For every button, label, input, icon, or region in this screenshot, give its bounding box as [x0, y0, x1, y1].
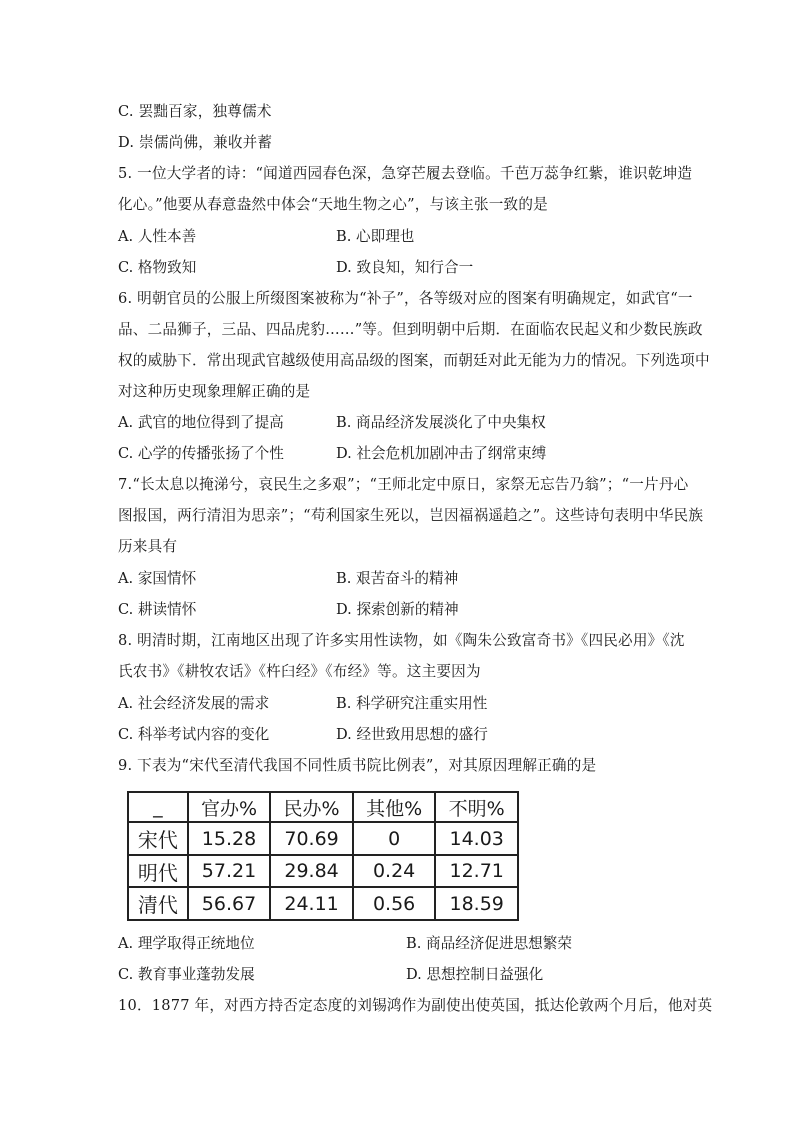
table-cell: 57.21	[188, 855, 271, 888]
table-cell: 70.69	[270, 822, 353, 855]
q9-option-b: B. 商品经济促进思想繁荣	[406, 935, 572, 952]
academy-ratio-table	[127, 791, 519, 921]
table-header-cell: 民办%	[270, 792, 353, 822]
q4-option-c: C. 罢黜百家，独尊儒术	[118, 103, 272, 120]
table-row	[128, 822, 518, 855]
q8-option-a: A. 社会经济发展的需求	[118, 695, 270, 712]
table-corner-cell: _	[128, 792, 188, 822]
table-cell: 18.59	[435, 887, 518, 920]
table-cell: 12.71	[435, 855, 518, 888]
q7-option-a: A. 家国情怀	[118, 570, 197, 587]
table-row-label: 宋代	[128, 822, 188, 855]
q5-stem-line-1: 5. 一位大学者的诗：“闻道西园春色深，急穿芒履去登临。千芭万蕊争红紫，谁识乾坤造	[118, 165, 693, 182]
table-cell: 24.11	[270, 887, 353, 920]
q6-option-b: B. 商品经济发展淡化了中央集权	[336, 414, 546, 431]
q4-option-d: D. 崇儒尚佛，兼收并蓄	[118, 134, 273, 151]
table-row	[128, 887, 518, 920]
table-header-cell: 不明%	[435, 792, 518, 822]
q6-stem-line-3: 权的威胁下．常出现武官越级使用高品级的图案，而朝廷对此无能为力的情况。下列选项中	[118, 352, 710, 369]
table-cell: 15.28	[188, 822, 271, 855]
q6-option-a: A. 武官的地位得到了提高	[118, 414, 284, 431]
table-header-row	[128, 792, 518, 822]
table-cell: 0	[353, 822, 436, 855]
q7-option-c: C. 耕读情怀	[118, 601, 197, 618]
q7-option-d: D. 探索创新的精神	[336, 601, 459, 618]
q7-option-b: B. 艰苦奋斗的精神	[336, 570, 459, 587]
table-cell: 56.67	[188, 887, 271, 920]
q9-stem-line-1: 9. 下表为“宋代至清代我国不同性质书院比例表”，对其原因理解正确的是	[118, 757, 597, 774]
q6-stem-line-1: 6. 明朝官员的公服上所缀图案被称为“补子”，各等级对应的图案有明确规定，如武官“一	[118, 290, 693, 307]
q5-option-b: B. 心即理也	[336, 228, 415, 245]
q5-option-a: A. 人性本善	[118, 228, 197, 245]
q6-stem-line-2: 品、二品狮子，三品、四品虎豹……”等。但到明朝中后期．在面临农民起义和少数民族政	[118, 321, 703, 338]
q5-stem-line-2: 化心。”他要从春意盎然中体会“天地生物之心”，与该主张一致的是	[118, 196, 548, 213]
table-cell: 0.56	[353, 887, 436, 920]
q7-stem-line-1: 7.“长太息以掩涕兮，哀民生之多艰”；“王师北定中原日，家祭无忘告乃翁”；“一片丹心	[118, 476, 689, 493]
q7-stem-line-3: 历来具有	[118, 538, 178, 555]
table-cell: 14.03	[435, 822, 518, 855]
q5-option-c: C. 格物致知	[118, 259, 197, 276]
q8-option-b: B. 科学研究注重实用性	[336, 695, 488, 712]
q8-option-c: C. 科举考试内容的变化	[118, 726, 270, 743]
q9-option-c: C. 教育事业蓬勃发展	[118, 966, 255, 983]
q8-option-d: D. 经世致用思想的盛行	[336, 726, 488, 743]
q8-stem-line-2: 氏农书》《耕牧农话》《杵臼经》《布经》等。这主要因为	[118, 663, 481, 680]
table-header-cell: 其他%	[353, 792, 436, 822]
q9-option-a: A. 理学取得正统地位	[118, 935, 255, 952]
q6-option-d: D. 社会危机加剧冲击了纲常束缚	[336, 445, 547, 462]
table-header-cell: 官办%	[188, 792, 271, 822]
q6-stem-line-4: 对这种历史现象理解正确的是	[118, 383, 311, 400]
q5-option-d: D. 致良知，知行合一	[336, 259, 474, 276]
q7-stem-line-2: 图报国，两行清泪为思亲”；“苟利国家生死以，岂因福祸遥趋之”。这些诗句表明中华民族	[118, 507, 704, 524]
q6-option-c: C. 心学的传播张扬了个性	[118, 445, 284, 462]
q9-option-d: D. 思想控制日益强化	[406, 966, 544, 983]
table-row	[128, 855, 518, 888]
q10-stem-line-1: 10．1877 年，对西方持否定态度的刘锡鸿作为副使出使英国，抵达伦敦两个月后，他对英	[118, 997, 713, 1014]
table-cell: 29.84	[270, 855, 353, 888]
table-row-label: 明代	[128, 855, 188, 888]
q8-stem-line-1: 8. 明清时期，江南地区出现了许多实用性读物，如《陶朱公致富奇书》《四民必用》《沈	[118, 632, 685, 649]
table-cell: 0.24	[353, 855, 436, 888]
table-row-label: 清代	[128, 887, 188, 920]
